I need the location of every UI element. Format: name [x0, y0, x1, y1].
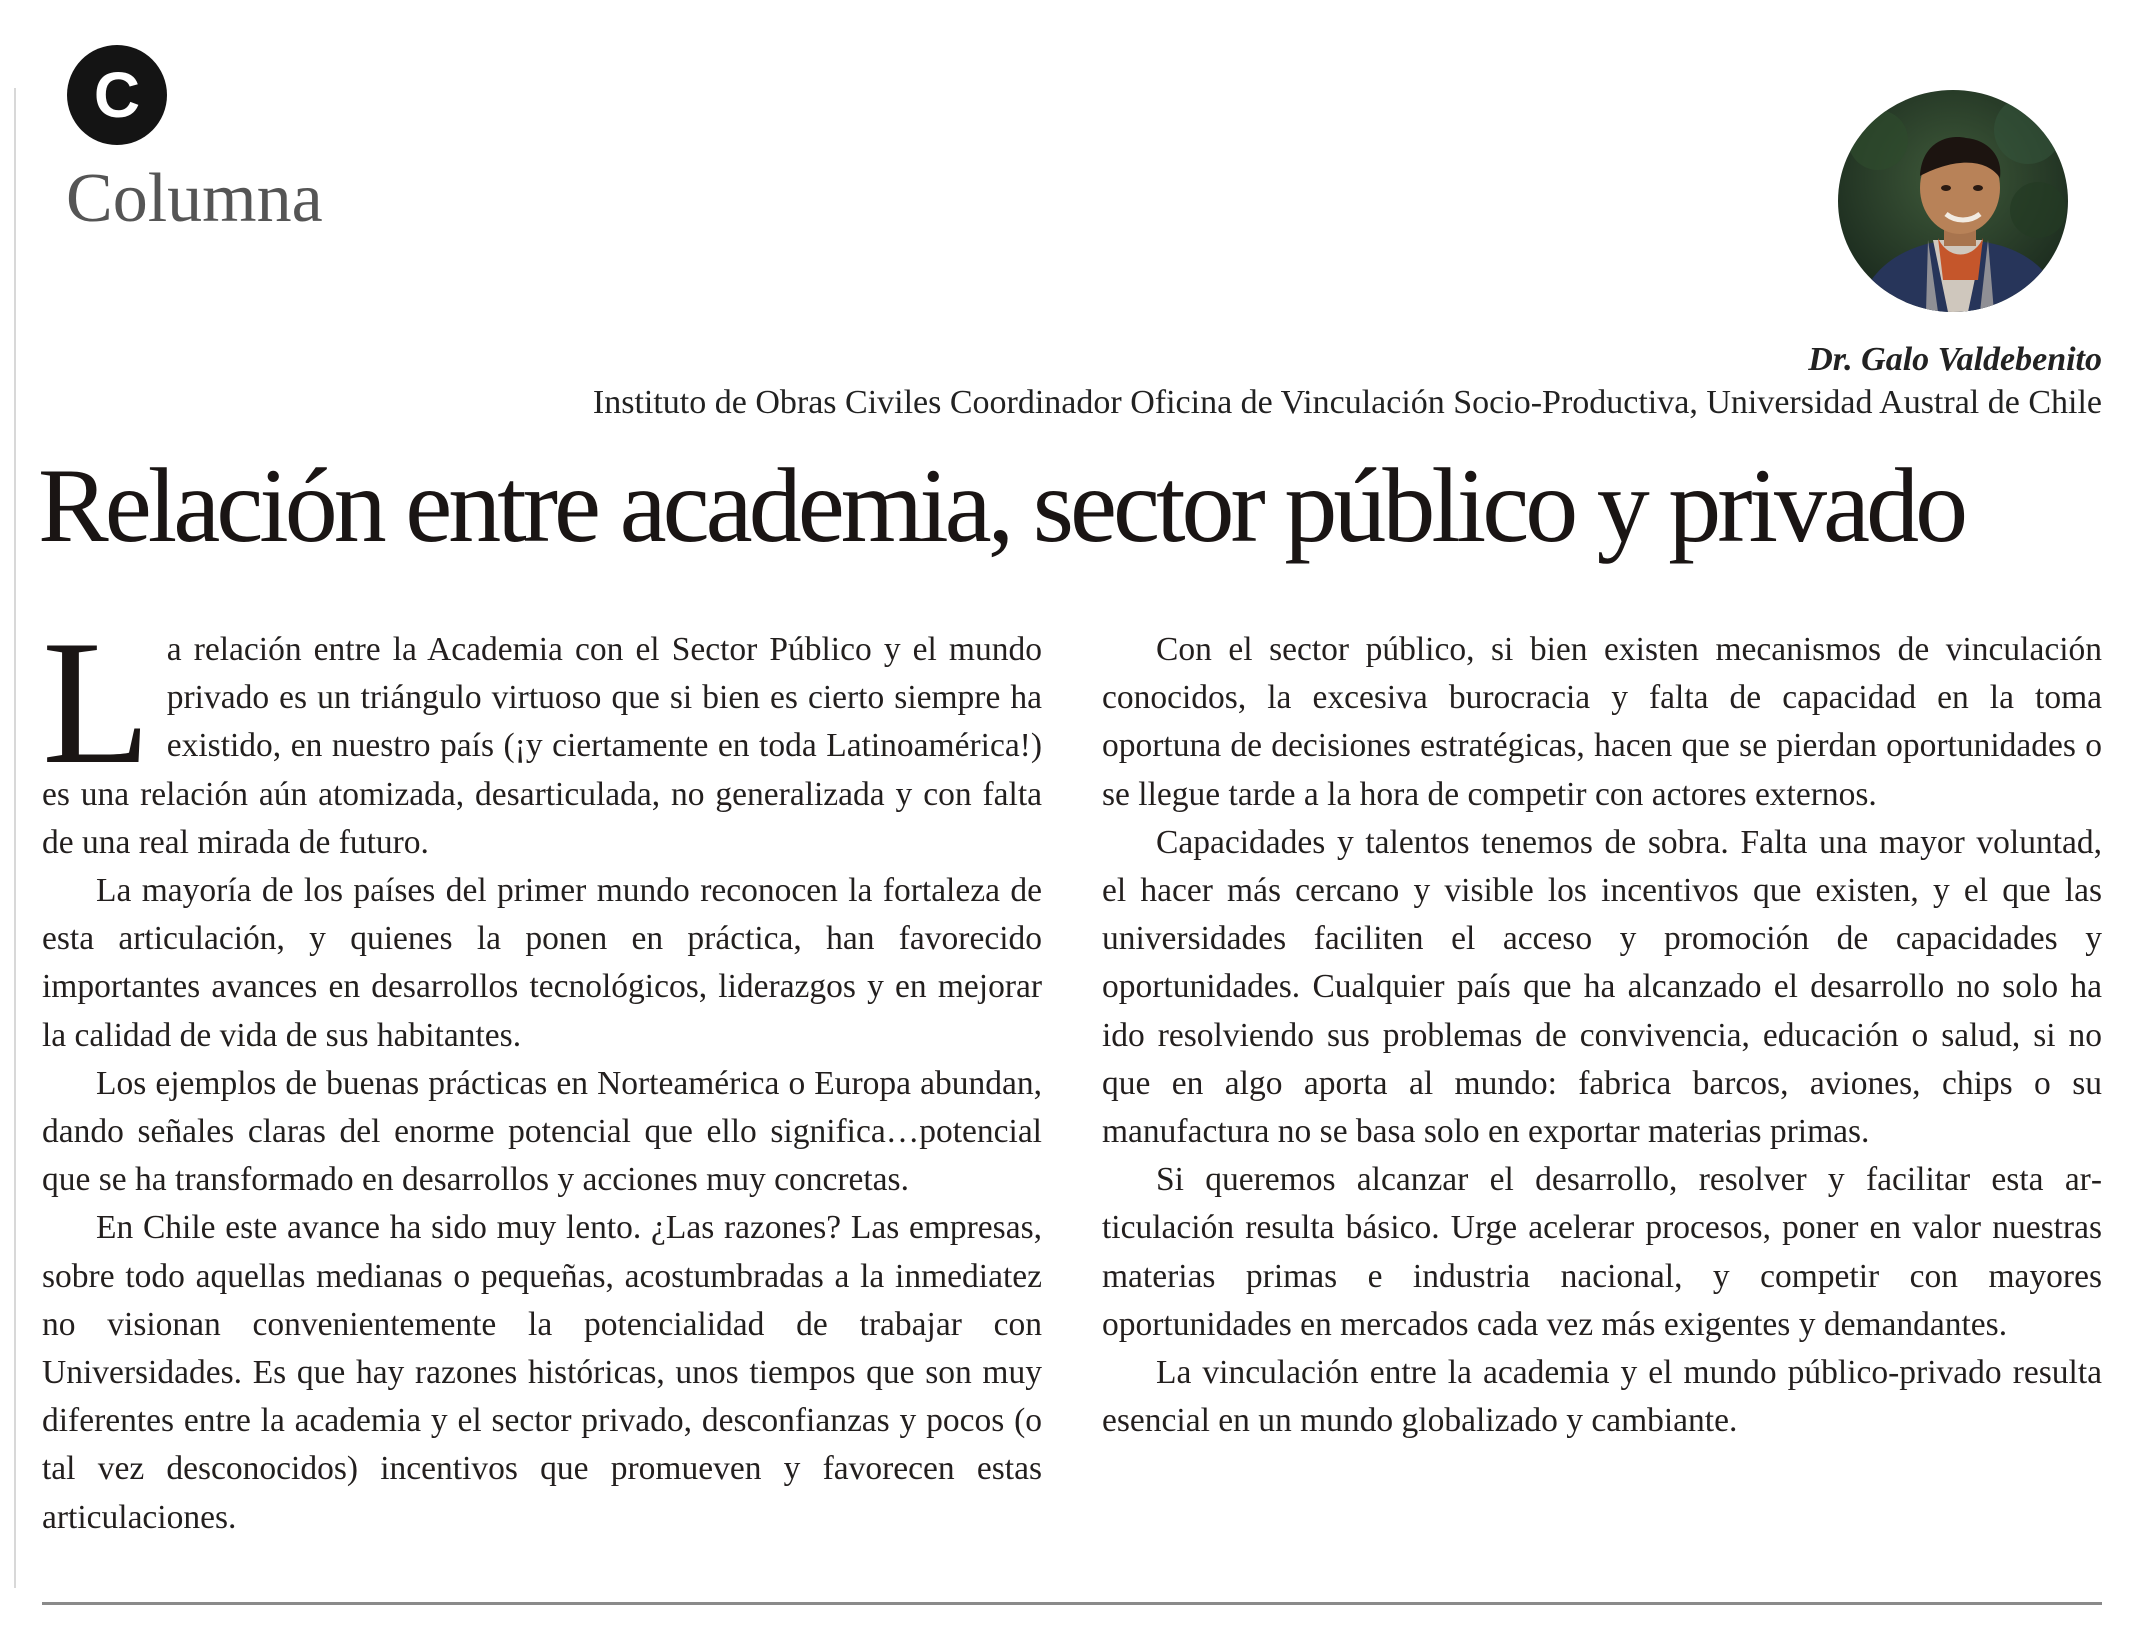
first-paragraph-text: a relación entre la Academia con el Sector Público y el mundo privado es un triángulo virtuoso que si bien es cierto siempre ha existido, en nuestro país (¡y ciertamente en toda Latinoamérica!) es una relación aún atomizada, desarticulada, no generalizada y con falta de una real mirada de futuro.: [42, 631, 1042, 861]
author-affiliation: Instituto de Obras Civiles Coordinador Oficina de Vinculación Socio-Productiva, Universidad Austral de Chile: [592, 383, 2102, 421]
bottom-divider: [42, 1602, 2102, 1605]
article-headline: Relación entre academia, sector público y privado: [38, 447, 1965, 564]
article-paragraph: Capacidades y talentos tenemos de sobra. Falta una mayor voluntad, el hacer más cercano y visible los incentivos que existen, y el que las universidades faciliten el acceso y promoción de capacidades y oportunidades. Cualquier país que ha alcanzado el desarrollo no solo ha ido resolviendo sus problemas de convivencia, educación o salud, si no que en algo aporta al mundo: fabrica barcos, aviones, chips o su manufactura no se basa solo en exportar materias primas.: [1102, 823, 2102, 1151]
article-paragraph: Si queremos alcanzar el desarrollo, resolver y facilitar esta articulación resulta básico. Urge acelerar procesos, poner en valor nuestras materias primas e industria nacional, y competir con mayores oportunidades en mercados cada vez más exigentes y demandantes.: [1102, 1161, 2102, 1343]
byline: [593, 340, 2102, 425]
article-column-left: [42, 603, 1042, 1542]
article-paragraph: Los ejemplos de buenas prácticas en Norteamérica o Europa abundan, dando señales claras del enorme potencial que ello significa…potencial que se ha transformado en desarrollos y acciones muy concretas.: [42, 1064, 1042, 1199]
article-paragraph: La mayoría de los países del primer mundo reconocen la fortaleza de esta articulación, y quienes la ponen en práctica, han favorecido importantes avances en desarrollos tecnológicos, liderazgos y en mejorar la calidad de vida de sus habitantes.: [42, 872, 1042, 1054]
article-paragraph: En Chile este avance ha sido muy lento. ¿Las razones? Las empresas, sobre todo aquellas medianas o pequeñas, acostumbradas a la inmediatez no visionan convenientemente la potencialidad de trabajar con Universidades. Es que hay razones históricas, unos tiempos que son muy diferentes entre la academia y el sector privado, desconfianzas y pocos (o tal vez desconocidos) incentivos que promueven y favorecen estas articulaciones.: [42, 1209, 1042, 1536]
section-name: Columna: [66, 160, 323, 237]
section-badge-letter: C: [93, 59, 141, 131]
author-photo: [1838, 90, 2068, 312]
article-paragraph: Con el sector público, si bien existen mecanismos de vinculación conocidos, la excesiva burocracia y falta de capacidad en la toma oportuna de decisiones estratégicas, hacen que se pierdan oportunidades o se llegue tarde a la hora de competir con actores externos.: [1102, 631, 2102, 813]
author-portrait-image: [1838, 90, 2068, 312]
section-badge-icon: [67, 45, 167, 145]
author-name: Dr. Galo Valdebenito: [1808, 341, 2102, 378]
article-paragraph: [42, 603, 1042, 867]
drop-cap: L: [42, 603, 151, 801]
page-left-rule: [14, 88, 16, 1588]
article-column-right: [1102, 626, 2102, 1445]
article-paragraph: La vinculación entre la academia y el mundo público-privado resulta esencial en un mundo globalizado y cambiante.: [1102, 1354, 2102, 1440]
